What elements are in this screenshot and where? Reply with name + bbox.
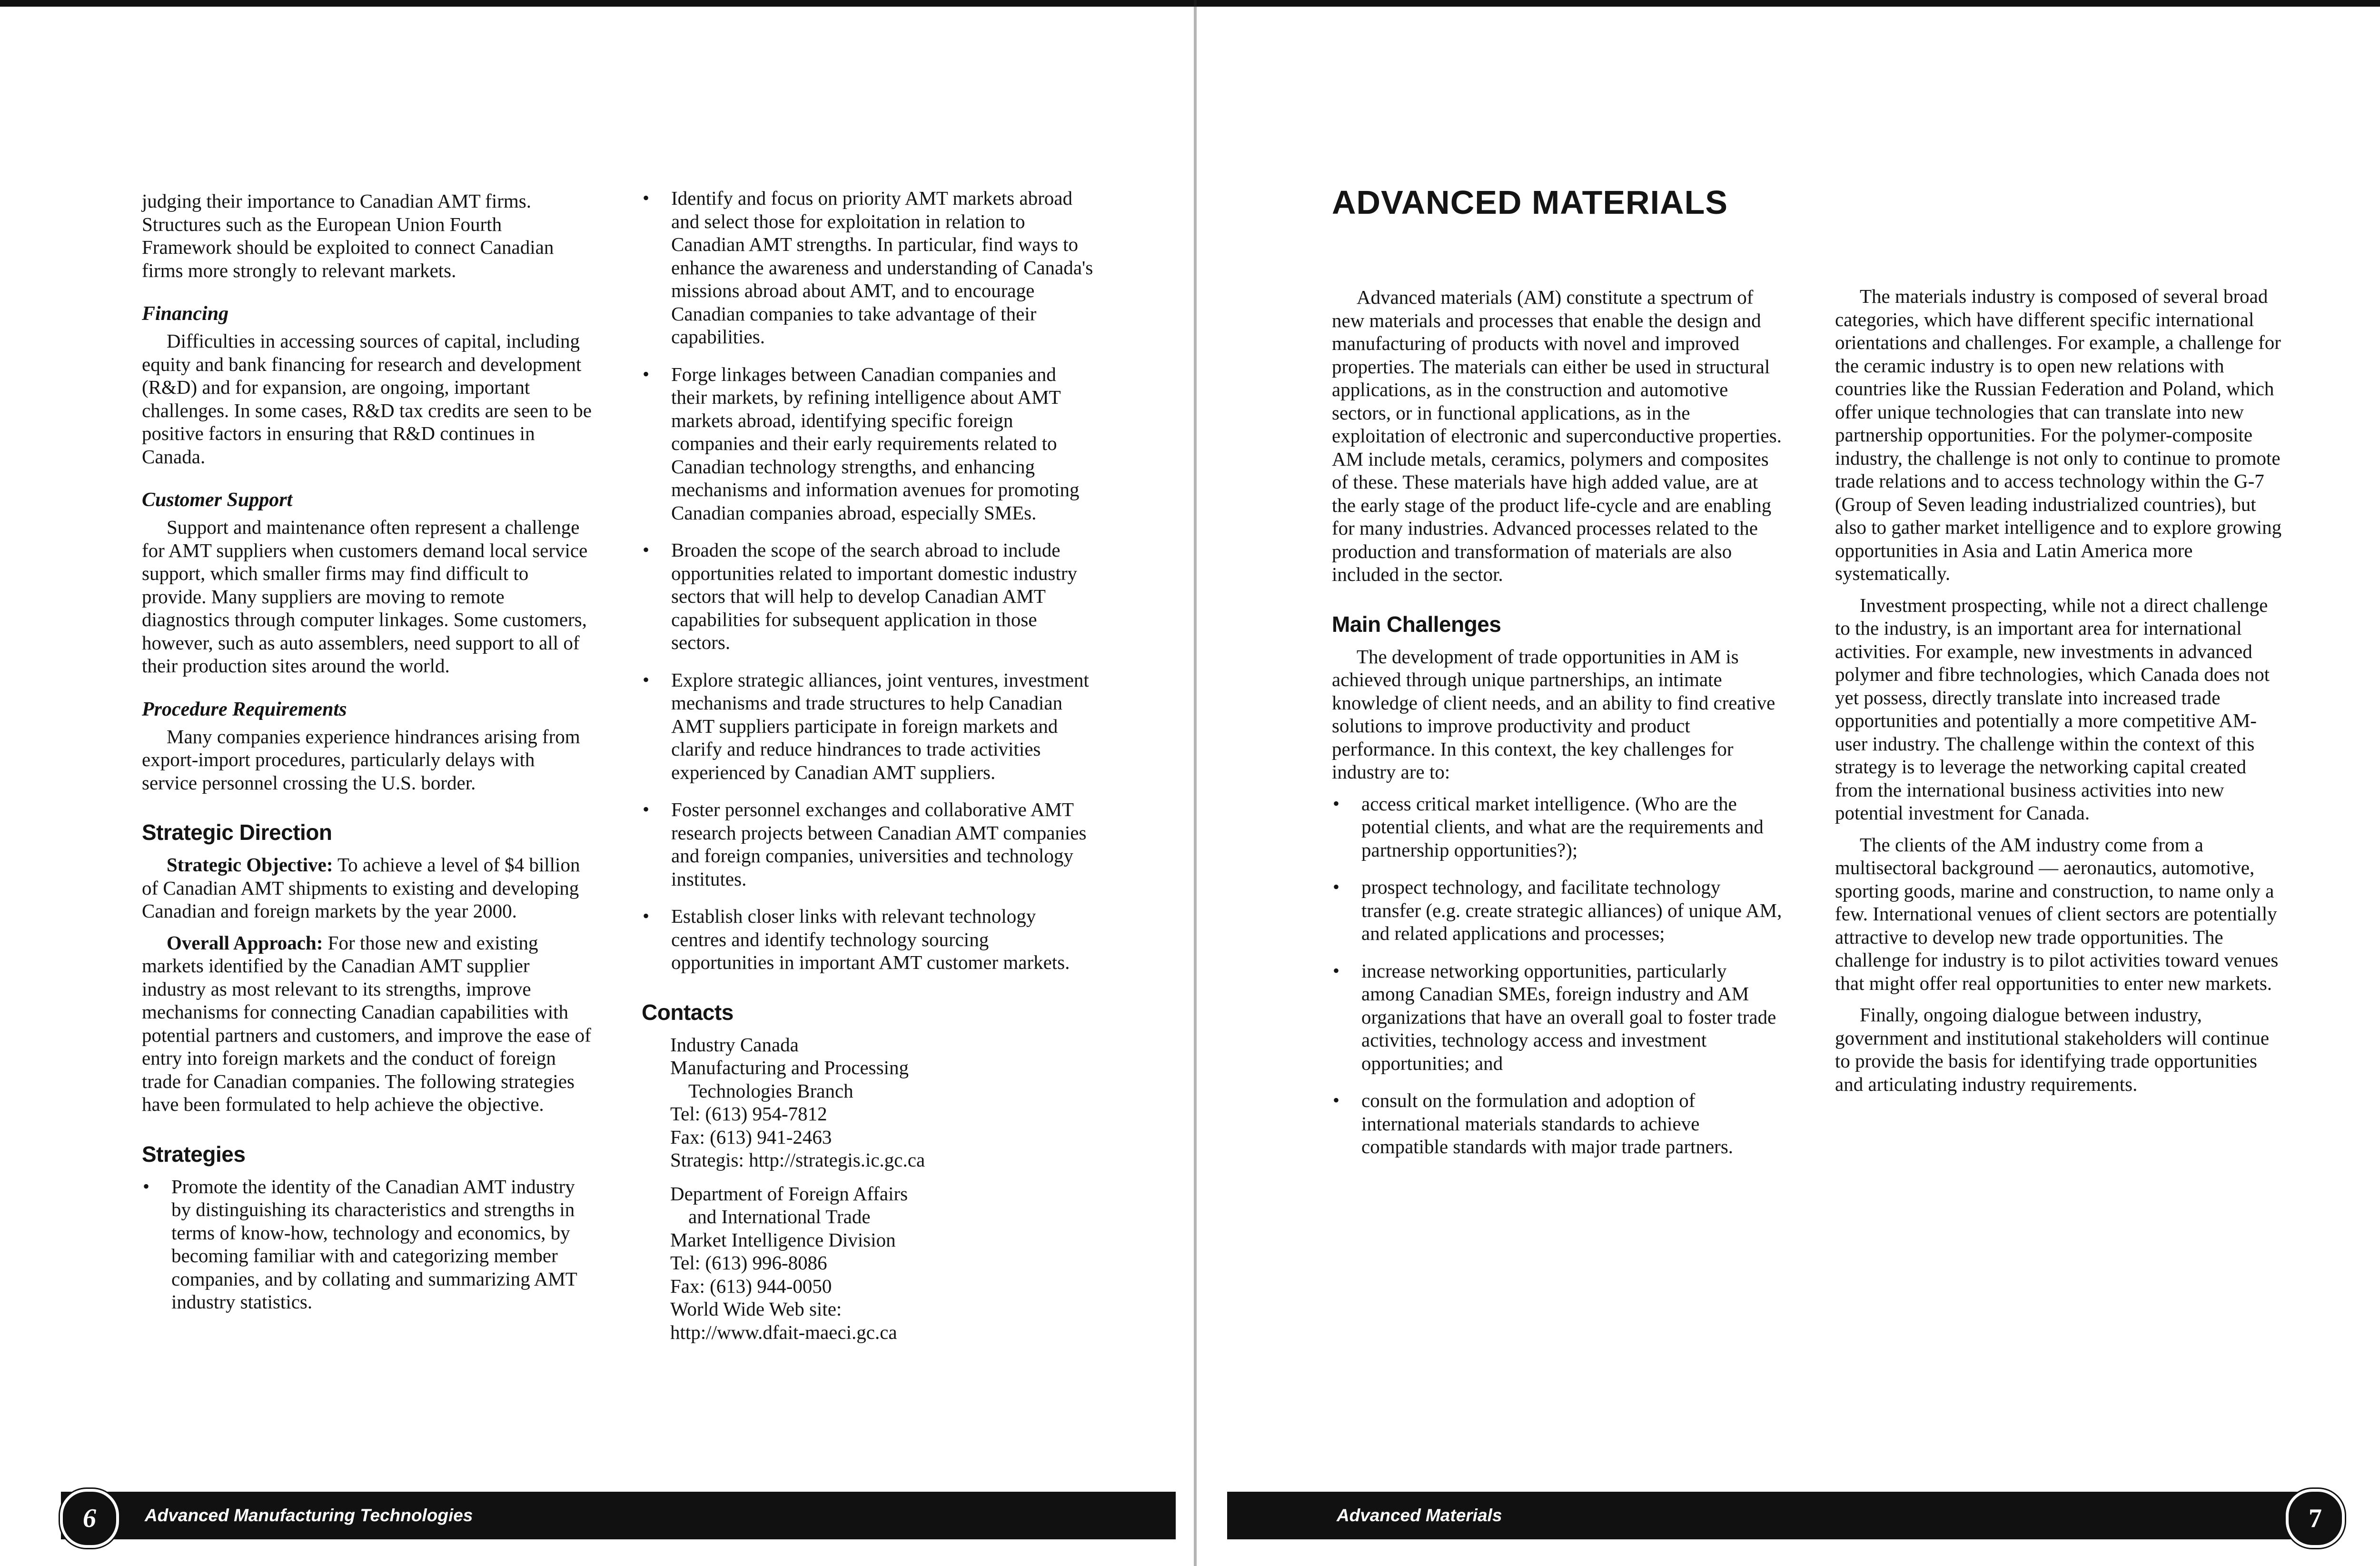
contact-branch: Manufacturing and Processing	[670, 1057, 909, 1078]
strategies-list-start	[142, 1175, 594, 1314]
investment-paragraph: Investment prospecting, while not a direct challenge to the industry, is an important area for international activities. For example, new investments in advanced polymer and fibre technologies, which Canada does not yet possess, directly translate into increased trade opportunities and potentially a more competitive AM-user industry. The challenge within the context of this strategy is to leverage the networking capital created from the international business activities into new potential investment for Canada.	[1835, 594, 2270, 824]
materials-industry-paragraph: The materials industry is composed of several broad categories, which have different specific international orientations and challenges. For example, a challenge for the ceramic industry is to open new relations with countries like the Russian Federation and Poland, which offer unique technologies that can translate into new partnership opportunities. For the polymer-composite industry, the challenge is not only to continue to promote trade relations and to access technology within the G-7 (Group of Seven leading industrialized countries), but also to gather market intelligence and to explore growing opportunities in Asia and Latin America more systematically.	[1835, 285, 2282, 584]
list-item: • access critical market intelligence. (Who are the potential clients, and what are the requirements and partnership opportunities?);	[1332, 792, 1784, 862]
overall-approach-label: Overall Approach:	[167, 931, 323, 954]
contact-web: Strategis: http://strategis.ic.gc.ca	[670, 1149, 925, 1171]
contact-tel: Tel: (613) 996-8086	[670, 1252, 827, 1274]
strategic-direction-heading: Strategic Direction	[142, 820, 332, 845]
contact-fax: Fax: (613) 941-2463	[670, 1126, 832, 1148]
contact-branch-cont: Technologies Branch	[688, 1079, 853, 1102]
strategic-objective-text: To achieve a level of $4 billion of Canadian AMT shipments to existing and developing Canadian and foreign markets by the year 2000.	[142, 854, 580, 922]
dialogue-paragraph: Finally, ongoing dialogue between industry, government and institutional stakeholders will continue to provide the basis for identifying trade opportunities and articulating industry requirements.	[1835, 1004, 2270, 1095]
list-item: • increase networking opportunities, particularly among Canadian SMEs, foreign industry and AM organizations that have an overall goal to foster trade activities, technology access and investment opportunities; and	[1332, 959, 1784, 1075]
contact-dfait	[642, 1182, 1094, 1344]
strategic-objective-label: Strategic Objective:	[167, 854, 333, 876]
left-footer-bar	[61, 1492, 1176, 1539]
main-challenges-paragraph: The development of trade opportunities in AM is achieved through unique partnerships, an intimate knowledge of client needs, and an ability to find creative solutions to improve productivity and product performance. In this context, the key challenges for industry are to:	[1332, 645, 1775, 783]
contact-org: Department of Foreign Affairs	[670, 1182, 908, 1205]
list-item: • Forge linkages between Canadian companies and their markets, by refining intelligence about AMT markets abroad, identifying specific foreign companies and their early requirements related to Canadian technology strengths, and enhancing mechanisms and information avenues for promoting Canadian companies abroad, especially SMEs.	[642, 363, 1094, 525]
left-page-column-2	[642, 187, 1094, 1354]
list-item: • prospect technology, and facilitate technology transfer (e.g. create strategic alliances) of unique AM, and related applications and processes;	[1332, 876, 1784, 945]
procedure-paragraph: Many companies experience hindrances arising from export-import procedures, particularly delays with service personnel crossing the U.S. border.	[142, 725, 580, 794]
left-page-number: 6	[60, 1489, 119, 1548]
right-footer-title: Advanced Materials	[1337, 1506, 1502, 1525]
main-challenges-heading: Main Challenges	[1332, 611, 1501, 637]
contact-org: Industry Canada	[670, 1033, 799, 1056]
page-spine	[1194, 0, 1197, 1566]
customer-support-heading: Customer Support	[142, 489, 293, 511]
intro-paragraph: Advanced materials (AM) constitute a spectrum of new materials and processes that enable the design and manufacturing of products with novel and improved properties. The materials can either be used in structural applications, as in the construction and automotive sectors, or in functional applications, as in the exploitation of electronic and superconductive properties. AM include metals, ceramics, polymers and composites of these. These materials have high added value, are at the early stage of the product life-cycle and are enabling for many industries. Advanced processes related to the production and transformation of materials are also included in the sector.	[1332, 286, 1782, 585]
contact-org-cont: and International Trade	[688, 1206, 871, 1227]
clients-paragraph: The clients of the AM industry come from a multisectoral background — aeronautics, automotive, sporting goods, marine and construction, to name only a few. International venues of client sectors are potentially attractive to develop new trade opportunities. The challenge for industry is to pilot activities toward venues that might offer real opportunities to enter new markets.	[1835, 833, 2279, 994]
strategies-list-continued	[642, 187, 1094, 974]
contacts-heading: Contacts	[642, 999, 734, 1025]
challenges-list	[1332, 792, 1784, 1158]
strategic-objective-paragraph	[142, 853, 594, 923]
spread-top-edge	[0, 0, 2380, 7]
contact-fax: Fax: (613) 944-0050	[670, 1275, 832, 1297]
contact-web: http://www.dfait-maeci.gc.ca	[670, 1321, 897, 1343]
strategies-heading: Strategies	[142, 1141, 246, 1167]
left-page-column-1	[142, 190, 594, 1328]
right-page-column-2	[1835, 285, 2287, 1104]
financing-paragraph: Difficulties in accessing sources of capital, including equity and bank financing for research and development (R&D) and for expansion, are ongoing, important challenges. In some cases, R&D tax credits are seen to be positive factors in ensuring that R&D continues in Canada.	[142, 330, 592, 468]
left-footer-title: Advanced Manufacturing Technologies	[145, 1506, 473, 1525]
contact-tel: Tel: (613) 954-7812	[670, 1103, 827, 1125]
contact-industry-canada	[642, 1033, 1094, 1172]
financing-heading: Financing	[142, 303, 229, 325]
list-item: • Identify and focus on priority AMT markets abroad and select those for exploitation in relation to Canadian AMT strengths. In particular, find ways to enhance the awareness and understanding of Canada's missions abroad about AMT, and to encourage Canadian companies to take advantage of their capabilities.	[642, 187, 1094, 349]
overall-approach-paragraph	[142, 931, 594, 1116]
contact-division: Market Intelligence Division	[670, 1228, 896, 1251]
right-page-column-1	[1332, 286, 1784, 1173]
list-item: • Foster personnel exchanges and collaborative AMT research projects between Canadian AMT companies and foreign companies, universities and technology institutes.	[642, 798, 1094, 890]
list-item: • Explore strategic alliances, joint ventures, investment mechanisms and trade structures to help Canadian AMT suppliers participate in foreign markets and clarify and reduce hindrances to trade activities experienced by Canadian AMT suppliers.	[642, 668, 1094, 784]
list-item: • Promote the identity of the Canadian AMT industry by distinguishing its characteristics and strengths in terms of know-how, technology and economics, by becoming familiar with and categorizing member companies, and by collating and summarizing AMT industry statistics.	[142, 1175, 594, 1314]
page-title: ADVANCED MATERIALS	[1332, 184, 1728, 221]
list-item: • consult on the formulation and adoption of international materials standards to achieve compatible standards with major trade partners.	[1332, 1089, 1784, 1158]
right-page-number: 7	[2286, 1489, 2345, 1548]
customer-support-paragraph: Support and maintenance often represent a challenge for AMT suppliers when customers demand local service support, which smaller firms may find difficult to provide. Many suppliers are moving to remote diagnostics through computer linkages. Some customers, however, such as auto assemblers, need support to all of their production sites around the world.	[142, 516, 588, 677]
contact-web-label: World Wide Web site:	[670, 1298, 842, 1320]
list-item: • Establish closer links with relevant technology centres and identify technology sourcing opportunities in important AMT customer markets.	[642, 905, 1094, 974]
right-footer-bar	[1227, 1492, 2308, 1539]
overall-approach-text: For those new and existing markets identified by the Canadian AMT supplier industry as most relevant to its strengths, improve mechanisms for connecting Canadian capabilities with potential partners and customers, and improve the ease of entry into foreign markets and the conduct of foreign trade for Canadian companies. The following strategies have been formulated to help achieve the objective.	[142, 931, 591, 1115]
list-item: • Broaden the scope of the search abroad to include opportunities related to important domestic industry sectors that will help to develop Canadian AMT capabilities for subsequent application in those sectors.	[642, 539, 1094, 654]
intro-paragraph: judging their importance to Canadian AMT firms. Structures such as the European Union Fourth Framework should be exploited to connect Canadian firms more strongly to relevant markets.	[142, 190, 554, 281]
procedure-heading: Procedure Requirements	[142, 698, 347, 720]
